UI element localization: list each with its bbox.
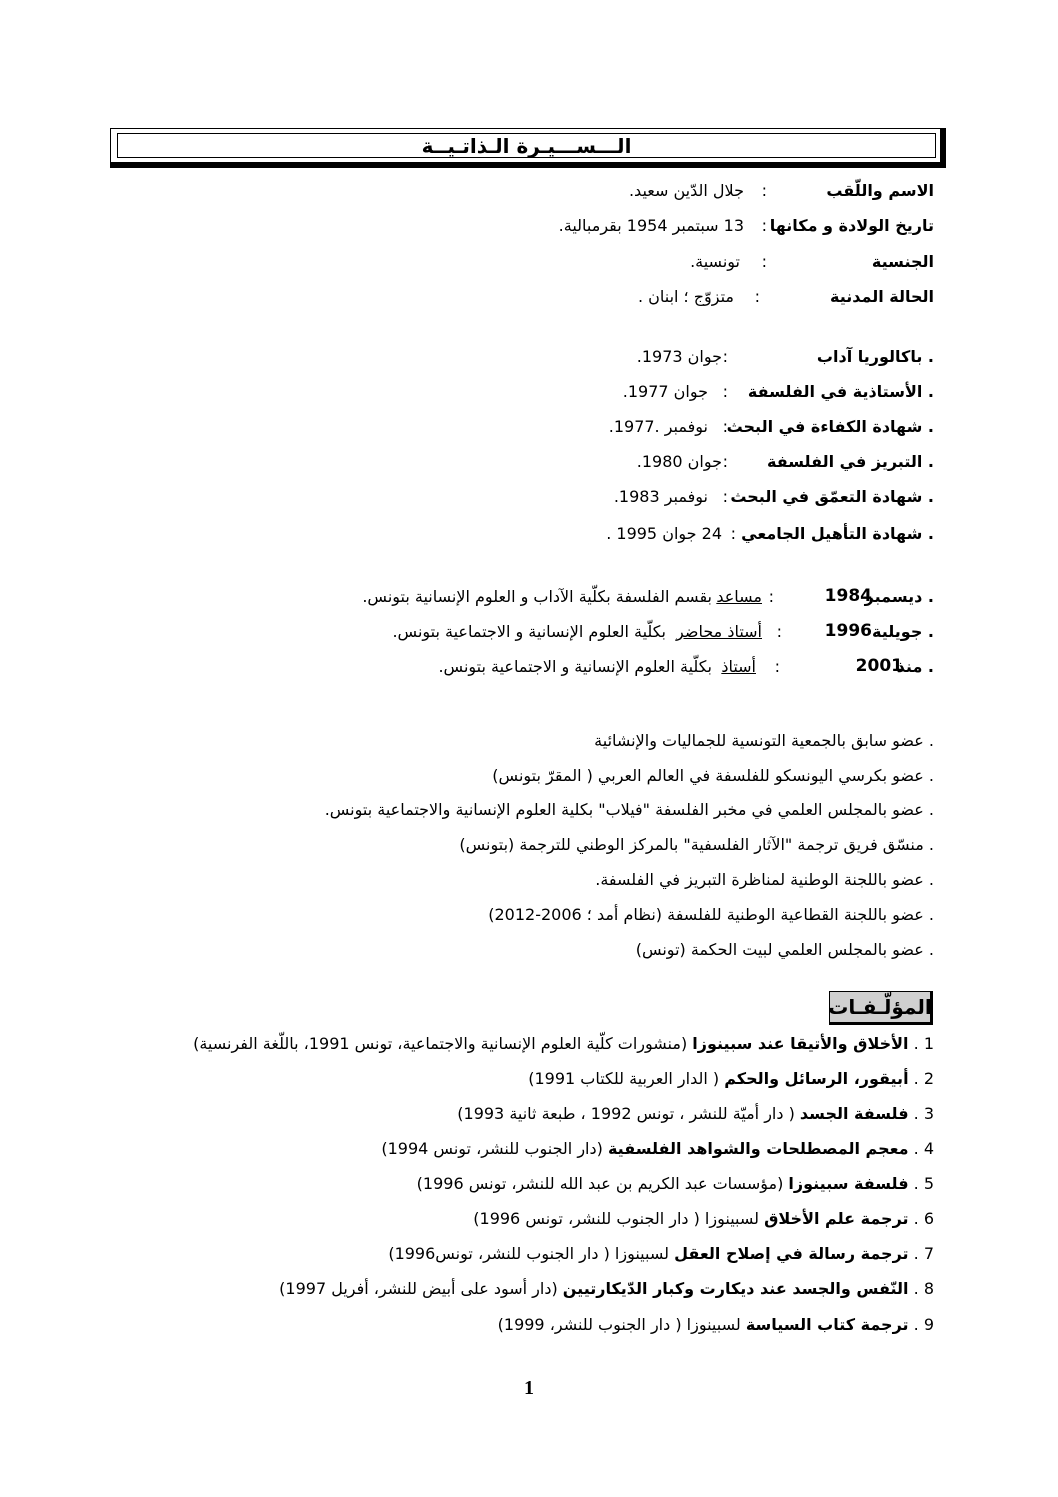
career-role: مساعد: [716, 587, 762, 606]
publication-details: لسبينوزا ( دار الجنوب للنشر، تونس1996): [388, 1244, 669, 1263]
personal-sep: :: [754, 287, 760, 306]
membership-item: . عضو باللجنة الوطنية لمناظرة التبريز في الفلسفة.: [595, 870, 934, 889]
degree-value: جوان 1977.: [622, 382, 708, 401]
publication-details: (دار الجنوب للنشر، تونس 1994): [381, 1139, 603, 1158]
publication-title: فلسفة الجسد: [799, 1104, 909, 1123]
membership-item: . عضو بالمجلس العلمي لبيت الحكمة (تونس): [635, 940, 934, 959]
degree-sep: :: [722, 382, 728, 401]
publication-item: [528, 1069, 934, 1088]
personal-label: تاريخ الولادة و مكانها: [769, 216, 934, 235]
publication-title: أبيقور، الرسائل والحكم: [724, 1069, 909, 1088]
degree-label: . شهادة الكفاءة في البحث: [726, 417, 934, 436]
publication-item: [193, 1034, 934, 1053]
career-label: . جويلية: [872, 622, 934, 641]
degree-sep: :: [722, 347, 728, 366]
page-title: الـــســـيـرة الـذاتـيــة: [421, 133, 632, 158]
personal-sep: :: [761, 252, 767, 271]
career-role: أستاذ: [721, 657, 756, 676]
membership-item: . منسّق فريق ترجمة "الآثار الفلسفية" بالمركز الوطني للترجمة (بتونس): [459, 835, 934, 854]
personal-label: الحالة المدنية: [829, 287, 934, 306]
career-role: أستاذ محاضر: [676, 622, 762, 641]
publication-number: 8 .: [913, 1279, 934, 1298]
title-frame: [117, 133, 936, 158]
degree-value: نوفمبر 1983.: [613, 487, 708, 506]
publication-title: معجم المصطلحات والشواهد الفلسفية: [607, 1139, 909, 1158]
career-sep: :: [776, 622, 782, 641]
publication-details: لسبينوزا ( دار الجنوب للنشر، 1999): [497, 1315, 741, 1334]
personal-value: 13 سبتمبر 1954 بقرمبالية.: [558, 216, 744, 235]
page-number: 1: [524, 1377, 534, 1399]
membership-item: . عضو بالمجلس العلمي في مخبر الفلسفة "فيلاب" بكلية العلوم الإنسانية والاجتماعية بتونس.: [324, 800, 934, 819]
membership-item: . عضو سابق بالجمعية التونسية للجماليات والإنشائية: [594, 731, 934, 750]
membership-item: . عضو باللجنة القطاعية الوطنية للفلسفة (نظام أمد ؛ 2006-2012): [488, 905, 934, 924]
publication-item: [279, 1279, 934, 1298]
degree-label: . التبريز في الفلسفة: [767, 452, 934, 471]
degree-value: 24 جوان 1995 .: [606, 524, 722, 543]
degree-label: . باكالوريا آداب: [816, 347, 934, 366]
degree-value: جوان 1980.: [636, 452, 722, 471]
career-rest: بكلّية العلوم الإنسانية و الاجتماعية بتونس.: [438, 657, 712, 676]
career-year: 2001: [855, 656, 903, 676]
publication-title: ترجمة رسالة في إصلاح العقل: [674, 1244, 909, 1263]
career-sep: :: [768, 587, 774, 606]
membership-item: . عضو بكرسي اليونسكو للفلسفة في العالم العربي ( المقرّ بتونس): [492, 766, 934, 785]
degree-label: . شهادة التأهيل الجامعي: [741, 524, 934, 543]
personal-sep: :: [761, 181, 767, 200]
publication-number: 7 .: [913, 1244, 934, 1263]
personal-value: متزوّج ؛ ابنان .: [637, 287, 734, 306]
career-year: 1984: [824, 586, 872, 606]
publication-number: 6 .: [913, 1209, 934, 1228]
publication-item: [457, 1104, 934, 1123]
degree-label: . شهادة التعمّق في البحث: [730, 487, 934, 506]
personal-value: تونسية.: [690, 252, 740, 271]
career-rest: بقسم الفلسفة بكلّية الآداب و العلوم الإنسانية بتونس.: [362, 587, 712, 606]
career-label: . منذ: [896, 657, 934, 676]
degree-value: جوان 1973.: [636, 347, 722, 366]
publication-details: لسبينوزا ( دار الجنوب للنشر، تونس 1996): [473, 1209, 759, 1228]
degree-sep: :: [722, 452, 728, 471]
personal-label: الاسم واللّقب: [826, 181, 934, 200]
publication-item: [417, 1174, 934, 1193]
career-sep: :: [774, 657, 780, 676]
publication-title: ترجمة علم الأخلاق: [764, 1209, 909, 1228]
publication-details: ( دار أميّة للنشر ، تونس 1992 ، طبعة ثانية 1993): [457, 1104, 795, 1123]
publication-number: 2 .: [913, 1069, 934, 1088]
publication-title: النّفس والجسد عند ديكارت وكبار الدّيكارتيين: [562, 1279, 909, 1298]
publication-title: فلسفة سبينوزا: [788, 1174, 909, 1193]
degree-label: . الأستاذية في الفلسفة: [747, 382, 934, 401]
publication-item: [388, 1244, 934, 1263]
publication-number: 4 .: [913, 1139, 934, 1158]
personal-value: جلال الدّين سعيد.: [628, 181, 744, 200]
publication-details: ( الدار العربية للكتاب 1991): [528, 1069, 720, 1088]
publication-number: 5 .: [913, 1174, 934, 1193]
publication-title: الأخلاق والأتيقا عند سبينوزا: [692, 1034, 909, 1053]
publication-number: 1 .: [913, 1034, 934, 1053]
publication-item: [381, 1139, 934, 1158]
personal-sep: :: [761, 216, 767, 235]
publication-number: 3 .: [913, 1104, 934, 1123]
publication-title: ترجمة كتاب السياسة: [745, 1315, 909, 1334]
publication-number: 9 .: [913, 1315, 934, 1334]
title-banner: [110, 128, 946, 168]
career-rest: بكلّية العلوم الإنسانية و الاجتماعية بتونس.: [392, 622, 666, 641]
publication-details: (دار أسود على أبيض للنشر، أفريل 1997): [279, 1279, 558, 1298]
publication-item: [473, 1209, 934, 1228]
publications-heading-text: المؤلّـفـات: [828, 995, 932, 1019]
publications-heading: [829, 991, 933, 1025]
degree-value: نوفمبر .1977.: [608, 417, 708, 436]
degree-sep: :: [722, 417, 728, 436]
publication-details: (منشورات كلّية العلوم الإنسانية والاجتماعية، تونس 1991، باللّغة الفرنسية): [193, 1034, 688, 1053]
publication-item: [498, 1315, 934, 1334]
publication-details: (مؤسسات عبد الكريم بن عبد الله للنشر، تونس 1996): [416, 1174, 784, 1193]
personal-label: الجنسية: [871, 252, 934, 271]
degree-sep: :: [730, 524, 736, 543]
degree-sep: :: [722, 487, 728, 506]
career-label: . ديسمبر: [864, 587, 934, 606]
career-year: 1996: [824, 621, 872, 641]
